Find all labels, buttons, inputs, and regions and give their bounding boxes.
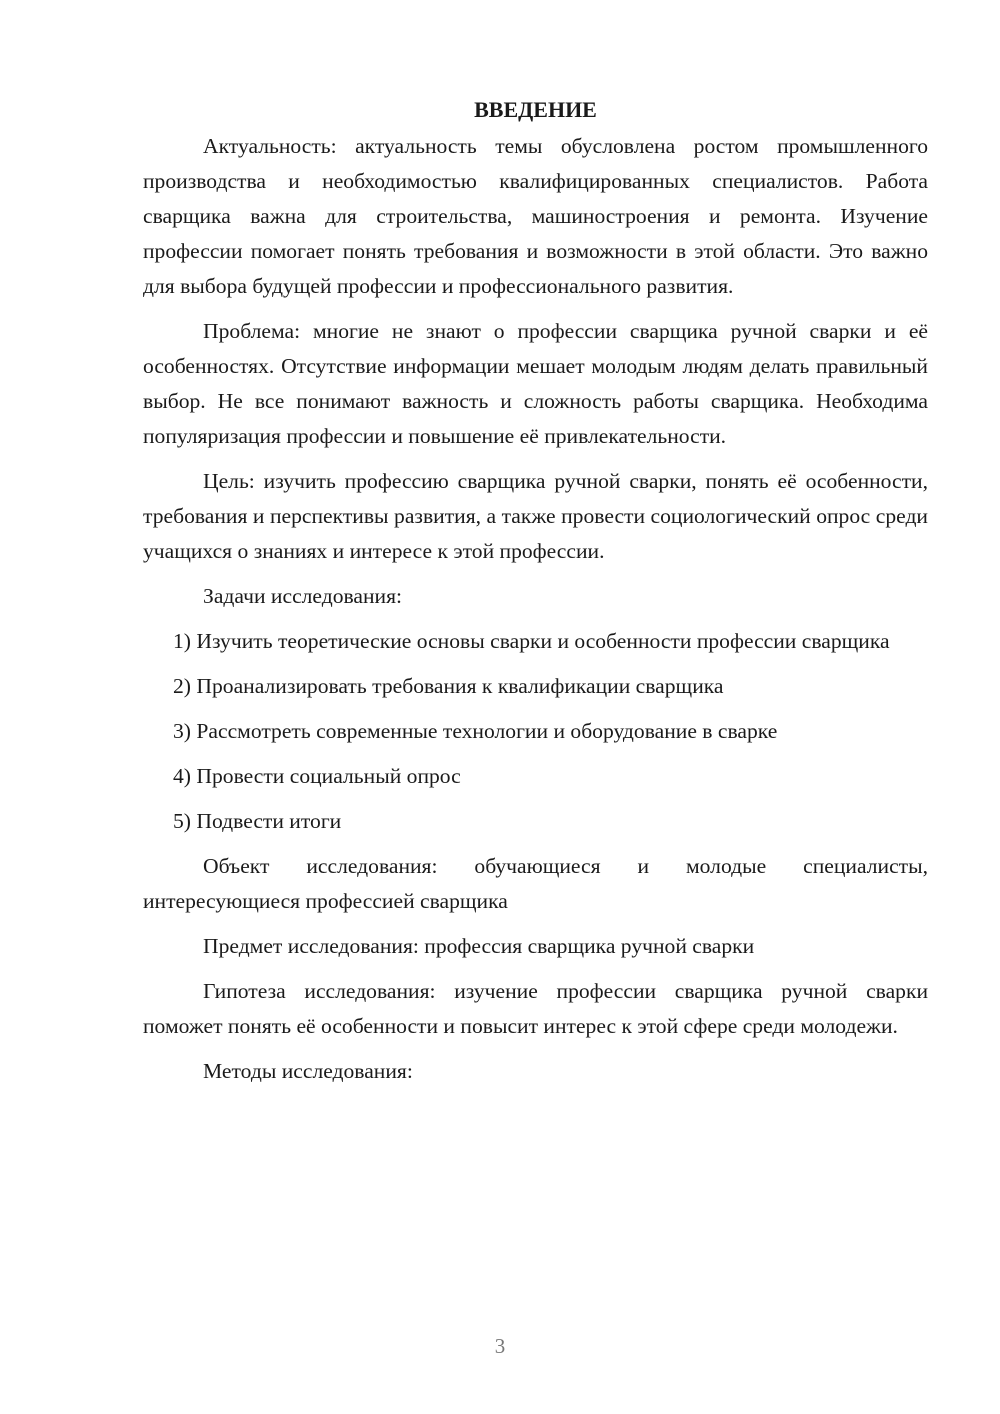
hypothesis-paragraph: Гипотеза исследования: изучение профессии сварщика ручной сварки поможет понять её особенности и повысит интерес к этой сфере среди молодежи. [143,979,928,1038]
subject-paragraph: Предмет исследования: профессия сварщика ручной сварки [203,934,755,958]
goal-paragraph: Цель: изучить профессию сварщика ручной сварки, понять её особенности, требования и перспективы развития, а также провести социологический опрос среди учащихся о знаниях и интересе к этой профессии. [143,469,928,563]
task-item: 1) Изучить теоретические основы сварки и особенности профессии сварщика [173,629,890,653]
problem-paragraph: Проблема: многие не знают о профессии сварщика ручной сварки и её особенностях. Отсутствие информации мешает молодым людям делать правильный выбор. Не все понимают важность и сложность работы сварщика. Необходима популяризация профессии и повышение её привлекательности. [143,319,928,448]
task-item: 4) Провести социальный опрос [173,764,461,788]
document-page [143,92,928,1099]
task-item: 2) Проанализировать требования к квалификации сварщика [173,674,724,698]
relevance-paragraph: Актуальность: актуальность темы обусловлена ростом промышленного производства и необходимостью квалифицированных специалистов. Работа сварщика важна для строительства, машиностроения и ремонта. Изучение профессии помогает понять требования и возможности в этой области. Это важно для выбора будущей профессии и профессионального развития. [143,134,928,298]
section-heading: ВВЕДЕНИЕ [474,97,597,122]
tasks-title: Задачи исследования: [203,584,403,608]
task-item: 3) Рассмотреть современные технологии и оборудование в сварке [173,719,778,743]
page-number: 3 [494,1334,506,1358]
methods-title: Методы исследования: [203,1059,413,1083]
task-item: 5) Подвести итоги [173,809,342,833]
object-paragraph: Объект исследования: обучающиеся и молодые специалисты, интересующиеся профессией сварщика [143,854,928,913]
